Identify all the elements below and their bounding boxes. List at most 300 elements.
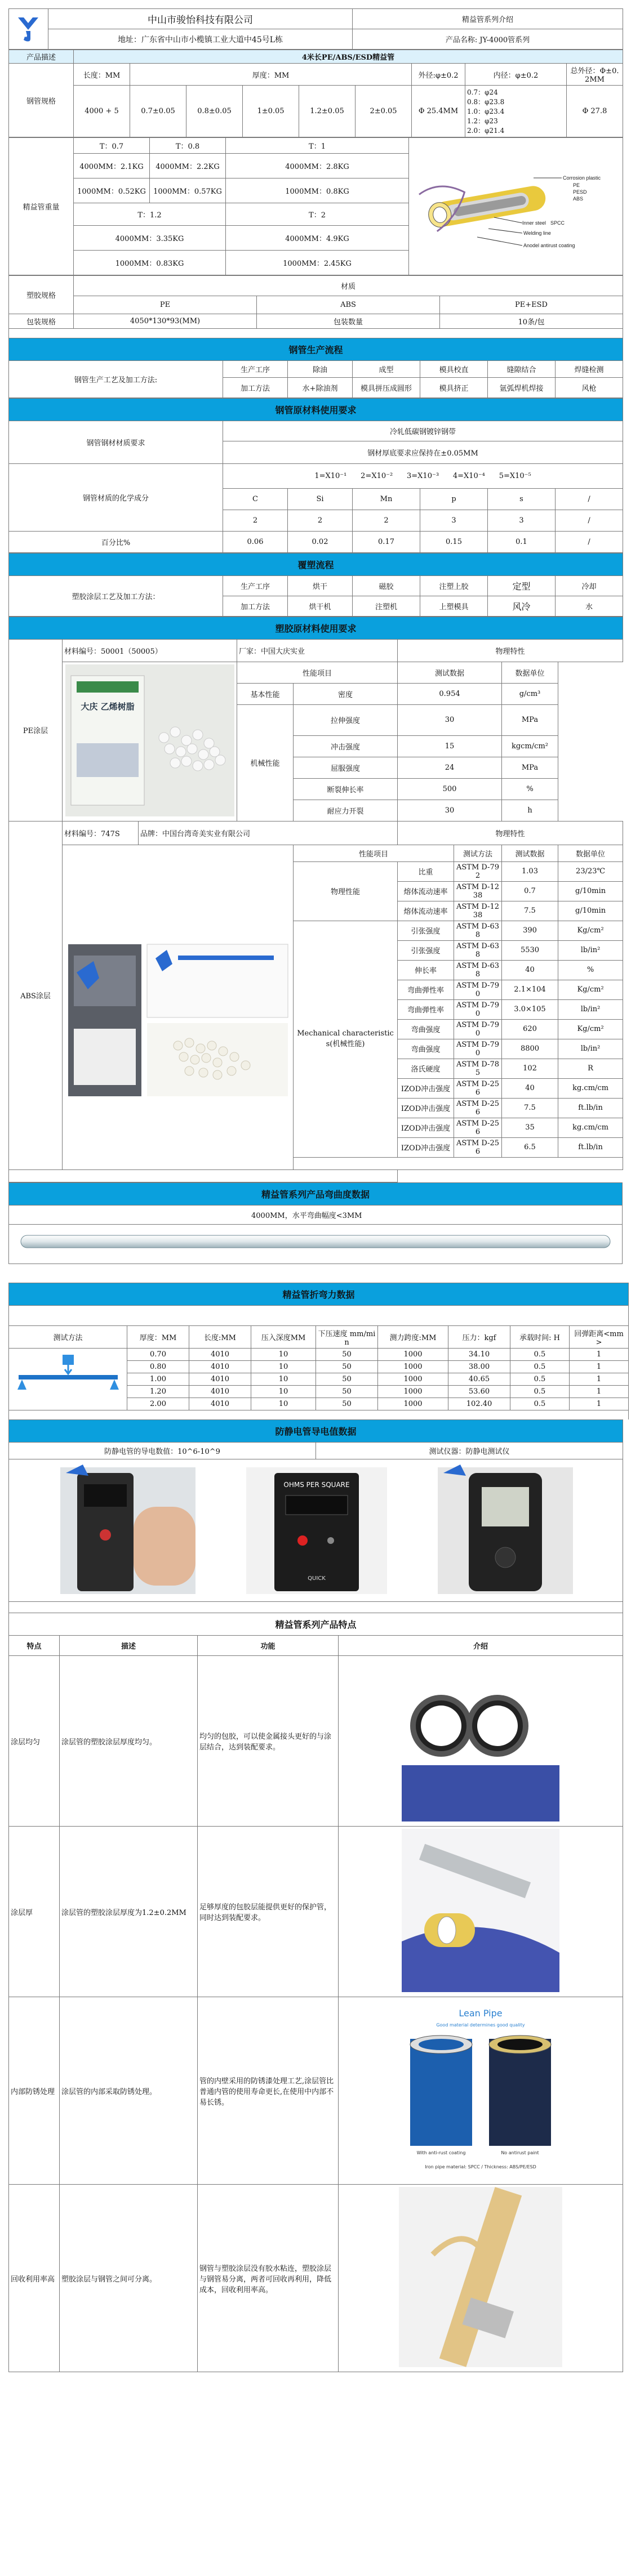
- element: C: [223, 488, 288, 510]
- flex-cell: 0.5: [510, 1386, 570, 1398]
- od-header: 外径:φ±0.2: [412, 64, 465, 86]
- process-cell: 加工方法: [223, 377, 288, 398]
- weight-value: 4000MM：2.8KG: [226, 154, 409, 178]
- process-cell: 模具拼压成圆形: [353, 377, 420, 398]
- pack-qty-value: 10条/包: [440, 314, 623, 329]
- feature-func: 均匀的包胶，可以使金属接头更好的与涂层结合，达到装配要求。: [198, 1656, 339, 1827]
- flex-cell: 50: [316, 1386, 378, 1398]
- element: p: [420, 488, 488, 510]
- element-order: 2: [288, 510, 353, 531]
- weight-value: 4000MM：2.2KG: [150, 154, 226, 178]
- flex-method-header: 测试方法: [9, 1326, 127, 1349]
- abs-prop-method: ASTM D-256: [454, 1137, 502, 1157]
- abs-props-header: 物理特性: [398, 821, 623, 845]
- abs-prop-unit: lb/in²: [558, 999, 623, 1019]
- feature-desc: 涂层管的塑胶涂层厚度均匀。: [60, 1656, 198, 1827]
- coating-cell: 加工方法: [223, 596, 288, 616]
- pe-prop-unit: g/cm³: [502, 683, 558, 704]
- id-value: 0.7：φ24: [467, 88, 498, 96]
- abs-prop-name: IZOD冲击强度: [398, 1118, 454, 1137]
- pe-prop-value: 24: [398, 757, 502, 778]
- id-value: 0.8：φ23.8: [467, 98, 505, 106]
- abs-prop-value: 35: [502, 1118, 558, 1137]
- abs-prop-unit: Kg/cm²: [558, 921, 623, 940]
- flex-cell: 50: [316, 1361, 378, 1373]
- process-table: [8, 338, 623, 398]
- length-header: 长度：MM: [74, 64, 130, 86]
- material-value: ABS: [257, 296, 440, 314]
- features-title: 精益管系列产品特点: [9, 1613, 623, 1636]
- abs-prop-name: 弯曲弹性率: [398, 980, 454, 999]
- abs-prop-value: 5530: [502, 940, 558, 960]
- thickness-value: 0.7±0.05: [130, 86, 186, 137]
- flex-cell: 10: [251, 1398, 316, 1410]
- pack-qty-header: 包装数量: [257, 314, 440, 329]
- material-value: PE+ESD: [440, 296, 623, 314]
- flex-cell: 38.00: [448, 1361, 510, 1373]
- coating-cell: 生产工序: [223, 575, 288, 596]
- abs-prop-unit: ft.lb/in: [558, 1137, 623, 1157]
- abs-test-header: 测试方法: [454, 845, 502, 861]
- abs-prop-unit: lb/in²: [558, 940, 623, 960]
- pct-value: /: [556, 531, 623, 552]
- diagram-label: Welding line: [523, 230, 551, 236]
- pct-value: 0.06: [223, 531, 288, 552]
- phys-label: 物理性能: [294, 861, 398, 921]
- abs-prop-value: 40: [502, 1078, 558, 1098]
- abs-unit-header: 数据单位: [558, 845, 623, 861]
- abs-prop-method: ASTM D-790: [454, 1039, 502, 1059]
- weight-value: 4000MM：3.35KG: [74, 226, 226, 251]
- lean-legend: Iron pipe material: SPCC / Thickness: ABS/PE/ESD: [425, 2164, 536, 2169]
- abs-prop-name: 引张强度: [398, 921, 454, 940]
- flex-title: 精益管折弯力数据: [9, 1283, 629, 1306]
- t-label: T：0.7: [74, 138, 150, 154]
- pct-label: 百分比%: [9, 531, 223, 552]
- thickness-value: 1.2±0.05: [299, 86, 356, 137]
- weight-value: 4000MM：2.1KG: [74, 154, 150, 178]
- pct-value: 0.02: [288, 531, 353, 552]
- abs-prop-method: ASTM D-638: [454, 940, 502, 960]
- material-value: PE: [74, 296, 257, 314]
- features-header: 描述: [60, 1636, 198, 1656]
- abs-prop-unit: %: [558, 960, 623, 980]
- spec-section-label: 产品描述: [9, 50, 74, 64]
- weight-value: 4000MM：4.9KG: [226, 226, 409, 251]
- abs-prop-method: ASTM D-1238: [454, 901, 502, 921]
- esd-table: [8, 1419, 623, 1613]
- flex-cell: 1000: [378, 1386, 448, 1398]
- flex-header: 测力跨度:MM: [378, 1326, 448, 1349]
- abs-prop-method: ASTM D-256: [454, 1098, 502, 1118]
- steel-req-label: 钢管钢材材质要求: [9, 421, 223, 463]
- abs-maker: 品牌：中国台湾奇美实业有限公司: [139, 821, 398, 845]
- abs-data-header: 测试数据: [502, 845, 558, 861]
- flex-cell: 53.60: [448, 1386, 510, 1398]
- abs-prop-unit: kg.cm/cm: [558, 1118, 623, 1137]
- chem-unit: 3=X10⁻³: [407, 471, 439, 480]
- process-cell: 焊缝检测: [556, 360, 623, 377]
- process-title: 钢管生产流程: [9, 338, 623, 360]
- abs-prop-method: ASTM D-790: [454, 999, 502, 1019]
- length-value: 4000 + 5: [74, 86, 130, 137]
- flex-header: 压力：kgf: [448, 1326, 510, 1349]
- pe-prop-name: 冲击强度: [294, 735, 398, 757]
- abs-prop-unit: kg.cm/cm: [558, 1078, 623, 1098]
- flex-cell: 1.00: [127, 1373, 189, 1386]
- t-label: T：1: [226, 138, 409, 154]
- coating-cell: 磁胶: [353, 575, 420, 596]
- abs-prop-name: IZOD冲击强度: [398, 1137, 454, 1157]
- bend-pipe-illustration: [9, 1224, 623, 1264]
- abs-prop-method: ASTM D-1238: [454, 881, 502, 901]
- abs-prop-value: 40: [502, 960, 558, 980]
- thickness-value: 2±0.05: [356, 86, 412, 137]
- pe-prop-unit: kgcm/cm²: [502, 735, 558, 757]
- bend-table: [8, 1182, 623, 1264]
- pe-prop-unit: MPa: [502, 757, 558, 778]
- feature-desc: 塑胶涂层与钢管之间可分离。: [60, 2185, 198, 2372]
- flex-cell: 1: [570, 1386, 629, 1398]
- total-header: 总外径：Φ±0.2MM: [567, 64, 623, 86]
- basic-label: 基本性能: [237, 683, 294, 704]
- abs-prop-value: 7.5: [502, 901, 558, 921]
- abs-prop-name: 比重: [398, 861, 454, 881]
- abs-prop-name: 熔体流动速率: [398, 901, 454, 921]
- feature-image-recycle: [339, 2185, 623, 2372]
- flex-cell: 0.5: [510, 1361, 570, 1373]
- abs-prop-method: ASTM D-790: [454, 1019, 502, 1039]
- meter-label: OHMS PER SQUARE: [283, 1480, 350, 1489]
- t-label: T：1.2: [74, 203, 226, 226]
- pe-prop-name: 屈服强度: [294, 757, 398, 778]
- material-row-label: 塑胶规格: [9, 276, 74, 314]
- abs-prop-unit: 23/23℃: [558, 861, 623, 881]
- abs-prop-name: 引张强度: [398, 940, 454, 960]
- bend-title: 精益管系列产品弯曲度数据: [9, 1182, 623, 1205]
- diagram-label: Corrosion plastic: [562, 175, 601, 181]
- process-cell: 风枪: [556, 377, 623, 398]
- abs-label: ABS涂层: [9, 821, 63, 1169]
- feature-desc: 涂层管的塑胶涂层厚度为1.2±0.2MM: [60, 1827, 198, 1997]
- abs-prop-method: ASTM D-785: [454, 1059, 502, 1078]
- element: Si: [288, 488, 353, 510]
- element: /: [556, 488, 623, 510]
- doc-title: 精益管系列介绍: [353, 9, 623, 29]
- flex-cell: 0.80: [127, 1361, 189, 1373]
- flex-cell: 50: [316, 1398, 378, 1410]
- spec-row-label: 钢管规格: [9, 64, 74, 137]
- pct-value: 0.15: [420, 531, 488, 552]
- pe-prop-unit: MPa: [502, 704, 558, 735]
- abs-prop-method: ASTM D-638: [454, 960, 502, 980]
- pe-props-header: 物理特性: [398, 639, 623, 662]
- abs-prop-unit: Kg/cm²: [558, 980, 623, 999]
- abs-prop-value: 3.0×105: [502, 999, 558, 1019]
- process-label: 钢管生产工艺及加工方法:: [9, 360, 223, 398]
- chem-label: 钢管材质的化学成分: [9, 463, 223, 531]
- process-cell: 生产工序: [223, 360, 288, 377]
- flex-cell: 1: [570, 1361, 629, 1373]
- element-order: 3: [420, 510, 488, 531]
- feature-image-thickness: [339, 1827, 623, 1997]
- abs-prop-name: 弯曲强度: [398, 1019, 454, 1039]
- abs-prop-unit: ft.lb/in: [558, 1098, 623, 1118]
- flex-cell: 50: [316, 1349, 378, 1361]
- steel-table: [8, 398, 623, 553]
- pe-maker: 厂家：中国大庆实业: [237, 639, 398, 662]
- steel-req-value: 冷轧低碳钢镀锌钢带: [223, 421, 623, 441]
- abs-prop-name: 洛氏硬度: [398, 1059, 454, 1078]
- flex-cell: 4010: [189, 1398, 251, 1410]
- flex-cell: 0.5: [510, 1373, 570, 1386]
- esd-title: 防静电管导电值数据: [9, 1419, 623, 1442]
- flex-cell: 1000: [378, 1349, 448, 1361]
- abs-prop-value: 7.5: [502, 1098, 558, 1118]
- chem-unit: 5=X10⁻⁵: [499, 471, 531, 480]
- chem-unit: 1=X10⁻¹: [314, 471, 347, 480]
- flex-cell: 10: [251, 1386, 316, 1398]
- coating-cell: 烘干机: [288, 596, 353, 616]
- pe-prop-name: 密度: [294, 683, 398, 704]
- abs-material: 材料编号：747S: [63, 821, 139, 845]
- id-value: 1.2：φ23: [467, 117, 498, 125]
- flex-header: 厚度：MM: [127, 1326, 189, 1349]
- flex-cell: 4010: [189, 1373, 251, 1386]
- abs-prop-name: IZOD冲击强度: [398, 1078, 454, 1098]
- flex-cell: 1000: [378, 1373, 448, 1386]
- flex-cell: 1000: [378, 1398, 448, 1410]
- abs-prop-name: 伸长率: [398, 960, 454, 980]
- flex-cell: 4010: [189, 1361, 251, 1373]
- abs-photos: [63, 845, 294, 1169]
- flex-cell: 0.5: [510, 1349, 570, 1361]
- abs-prop-value: 1.03: [502, 861, 558, 881]
- material-header: 材质: [74, 276, 623, 296]
- coating-cell: 注塑机: [353, 596, 420, 616]
- esd-instrument: 测试仪器：防静电测试仪: [316, 1442, 623, 1459]
- spec-table: [8, 50, 623, 137]
- weight-value: 1000MM：0.83KG: [74, 251, 226, 275]
- unit-header: 数据单位: [502, 662, 558, 683]
- thickness-value: 1±0.05: [243, 86, 299, 137]
- coating-cell: 注塑上胶: [420, 575, 488, 596]
- od-value: Φ 25.4MM: [412, 86, 465, 137]
- coating-cell: 冷却: [556, 575, 623, 596]
- pe-bag-text: 大庆 乙烯树脂: [80, 701, 135, 712]
- mech-label: 机械性能: [237, 704, 294, 821]
- feature-name: 涂层均匀: [9, 1656, 60, 1827]
- esd-photos: [9, 1459, 623, 1601]
- chem-unit: 4=X10⁻⁴: [452, 471, 485, 480]
- feature-name: 回收利用率高: [9, 2185, 60, 2372]
- id-header: 内径：φ±0.2: [465, 64, 567, 86]
- features-header: 功能: [198, 1636, 339, 1656]
- flex-cell: 0.70: [127, 1349, 189, 1361]
- product-name: 产品名称: JY-4000管系列: [353, 29, 623, 50]
- bend-desc: 4000MM，水平弯曲幅度<3MM: [9, 1205, 623, 1224]
- t-label: T：2: [226, 203, 409, 226]
- pe-prop-value: 0.954: [398, 683, 502, 704]
- abs-prop-unit: Kg/cm²: [558, 1019, 623, 1039]
- abs-prop-method: ASTM D-256: [454, 1078, 502, 1098]
- steel-req-value: 钢材厚底要求应保持在±0.05MM: [223, 441, 623, 463]
- weight-value: 1000MM：2.45KG: [226, 251, 409, 275]
- coating-cell: 烘干: [288, 575, 353, 596]
- pe-prop-value: 15: [398, 735, 502, 757]
- flex-cell: 4010: [189, 1349, 251, 1361]
- mech-label-abs: Mechanical characteristics(机械性能): [294, 921, 398, 1157]
- weight-value: 1000MM：0.52KG: [74, 178, 150, 203]
- id-values: [465, 86, 567, 137]
- diagram-label: PESD: [572, 189, 587, 195]
- element-order: 2: [353, 510, 420, 531]
- esd-value: 防静电管的导电数值：10^6-10^9: [9, 1442, 316, 1459]
- process-cell: 模具挤正: [420, 377, 488, 398]
- flex-cell: 40.65: [448, 1373, 510, 1386]
- company-logo: [9, 9, 48, 50]
- feature-desc: 涂层管的内部采取防锈处理。: [60, 1997, 198, 2185]
- abs-prop-unit: lb/in²: [558, 1039, 623, 1059]
- abs-prop-value: 390: [502, 921, 558, 940]
- features-header: 介绍: [339, 1636, 623, 1656]
- flex-cell: 1.20: [127, 1386, 189, 1398]
- abs-prop-method: ASTM D-792: [454, 861, 502, 881]
- element: Mn: [353, 488, 420, 510]
- abs-prop-method: ASTM D-256: [454, 1118, 502, 1137]
- feature-func: 钢管与塑胶涂层没有胶水粘连，塑胶涂层与钢管易分离，两者可回收再利用，降低成本，回收利用率高。: [198, 2185, 339, 2372]
- flex-cell: 0.5: [510, 1398, 570, 1410]
- flex-cell: 1000: [378, 1361, 448, 1373]
- flex-cell: 1: [570, 1349, 629, 1361]
- weight-table: [8, 137, 623, 275]
- pack-value: 4050*130*93(MM): [74, 314, 257, 329]
- process-cell: 除油: [288, 360, 353, 377]
- process-cell: 缝隙结合: [488, 360, 556, 377]
- abs-prop-unit: g/10min: [558, 901, 623, 921]
- lean-caption: No antirust paint: [501, 2150, 539, 2155]
- steel-title: 钢管原材料使用要求: [9, 398, 623, 421]
- flex-cell: 10: [251, 1349, 316, 1361]
- flex-header: 承载时间: H: [510, 1326, 570, 1349]
- pe-prop-name: 断裂伸长率: [294, 778, 398, 800]
- abs-prop-value: 620: [502, 1019, 558, 1039]
- element-order: 3: [488, 510, 556, 531]
- flex-cell: 34.10: [448, 1349, 510, 1361]
- thickness-value: 0.8±0.05: [186, 86, 243, 137]
- flex-cell: 2.00: [127, 1398, 189, 1410]
- coating-cell: 水: [556, 596, 623, 616]
- abs-prop-method: ASTM D-638: [454, 921, 502, 940]
- pe-prop-value: 500: [398, 778, 502, 800]
- coating-cell: 上塑模具: [420, 596, 488, 616]
- abs-prop-value: 8800: [502, 1039, 558, 1059]
- id-value: 2.0：φ21.4: [467, 127, 505, 135]
- test-header: 测试数据: [398, 662, 502, 683]
- abs-prop-name: IZOD冲击强度: [398, 1098, 454, 1118]
- plastic-title: 塑胶原材料使用要求: [9, 617, 623, 639]
- coating-table: [8, 553, 623, 617]
- process-cell: 水+除油剂: [288, 377, 353, 398]
- weight-value: 1000MM：0.57KG: [150, 178, 226, 203]
- pe-prop-value: 30: [398, 800, 502, 821]
- weight-value: 1000MM：0.8KG: [226, 178, 409, 203]
- flex-header: 下压速度 mm/min: [316, 1326, 378, 1349]
- features-table: [8, 1613, 623, 2372]
- flex-cell: 50: [316, 1373, 378, 1386]
- t-label: T：0.8: [150, 138, 226, 154]
- header-table: [8, 8, 623, 50]
- id-value: 1.0：φ23.4: [467, 108, 505, 115]
- meter-brand: QUICK: [307, 1575, 326, 1582]
- diagram-label: Anodel antirust coating: [523, 242, 575, 248]
- flex-header: 回弹距离<mm>: [570, 1326, 629, 1349]
- flex-header: 压入深度MM: [251, 1326, 316, 1349]
- pe-prop-unit: h: [502, 800, 558, 821]
- plastic-table: [8, 617, 623, 1182]
- total-value: Φ 27.8: [567, 86, 623, 137]
- pe-prop-unit: %: [502, 778, 558, 800]
- pct-value: 0.17: [353, 531, 420, 552]
- process-cell: 成型: [353, 360, 420, 377]
- process-cell: 氩弧焊机焊接: [488, 377, 556, 398]
- chem-unit: 2=X10⁻²: [361, 471, 393, 480]
- feature-image-uniform: [339, 1656, 623, 1827]
- diagram-label: SPCC: [550, 220, 565, 226]
- chem-units: [223, 463, 623, 488]
- abs-prop-value: 0.7: [502, 881, 558, 901]
- lean-title: Lean Pipe: [459, 2008, 503, 2019]
- document: [8, 8, 623, 2372]
- element-order: /: [556, 510, 623, 531]
- pct-value: 0.1: [488, 531, 556, 552]
- element-order: 2: [223, 510, 288, 531]
- abs-prop-unit: g/10min: [558, 881, 623, 901]
- perf-header: 性能项目: [237, 662, 398, 683]
- feature-image-rust: [339, 1997, 623, 2185]
- diagram-label: Inner steel: [522, 220, 546, 226]
- diagram-label: PE: [572, 182, 580, 188]
- material-table: [8, 275, 623, 338]
- company-address: 地址：广东省中山市小榄镇工业大道中45号L栋: [48, 29, 353, 50]
- abs-prop-name: 弯曲强度: [398, 1039, 454, 1059]
- flex-cell: 10: [251, 1361, 316, 1373]
- pe-prop-name: 拉伸强度: [294, 704, 398, 735]
- flex-cell: 102.40: [448, 1398, 510, 1410]
- flex-cell: 10: [251, 1373, 316, 1386]
- pe-prop-value: 30: [398, 704, 502, 735]
- pe-bag-photo: [63, 662, 237, 821]
- flex-table: [8, 1264, 629, 1419]
- spec-section-title: 4米长PE/ABS/ESD精益管: [74, 50, 623, 64]
- flex-header: 长度:MM: [189, 1326, 251, 1349]
- flex-test-illustration: [9, 1349, 127, 1410]
- lean-caption: With anti-rust coating: [416, 2150, 466, 2155]
- coating-cell: 定型: [488, 575, 556, 596]
- coating-label: 塑胶涂层工艺及加工方法：: [9, 575, 223, 616]
- lean-sub: Good material determines good quality: [436, 2023, 525, 2028]
- flex-cell: 1: [570, 1398, 629, 1410]
- pack-label: 包装规格: [9, 314, 74, 329]
- abs-prop-unit: R: [558, 1059, 623, 1078]
- diagram-label: ABS: [572, 195, 583, 202]
- abs-prop-name: 熔体流动速率: [398, 881, 454, 901]
- coating-cell: 风冷: [488, 596, 556, 616]
- feature-name: 内部防锈处理: [9, 1997, 60, 2185]
- abs-prop-value: 2.1×104: [502, 980, 558, 999]
- abs-prop-name: 弯曲弹性率: [398, 999, 454, 1019]
- pipe-structure-diagram: [409, 138, 623, 275]
